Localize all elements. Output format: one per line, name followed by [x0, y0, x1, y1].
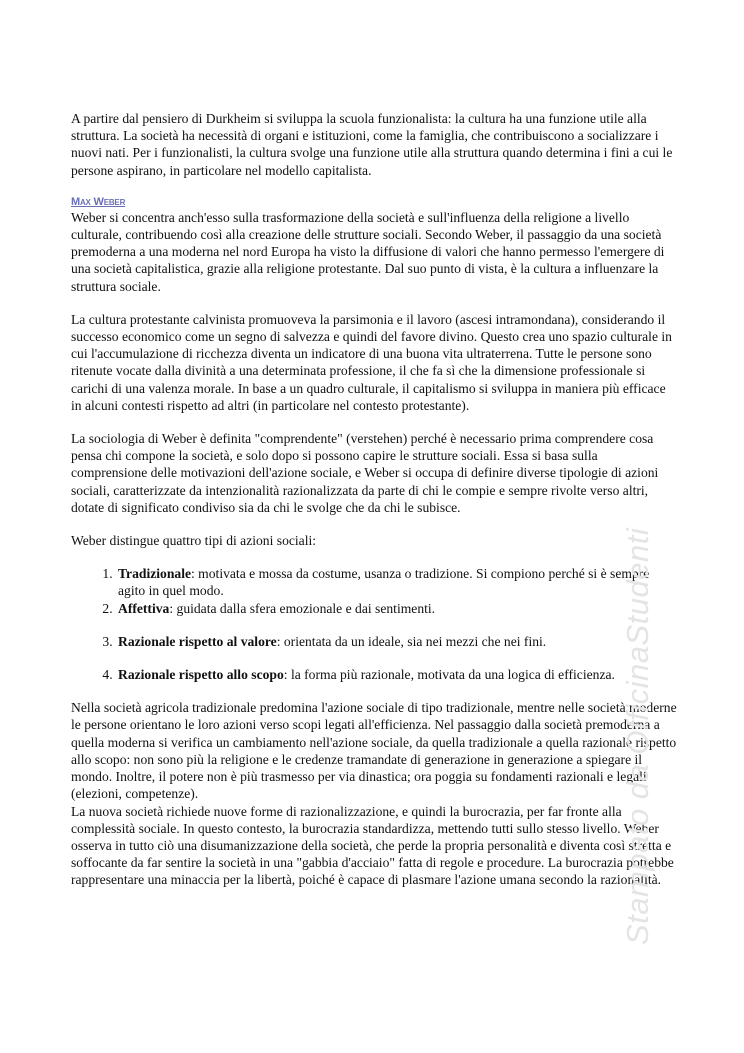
- list-item-text: : la forma più razionale, motivata da una logica di efficienza.: [283, 667, 615, 683]
- paragraph-weber-2: La cultura protestante calvinista promuoveva la parsimonia e il lavoro (ascesi intramondana), considerando il successo economico come un segno di salvezza e quindi del favore divino. Questo crea uno spazio culturale in cui l'accumulazione di ricchezza diventa un indicatore di una buona vita ultraterrena. Tutte le persone sono ritenute vocate dalla divinità a una determinata professione, il che fa sì che la dimensione professionale si carichi di una valenza morale. In base a un quadro culturale, il capitalismo si sviluppa in maniera più efficace in alcuni contesti rispetto ad altri (in particolare nel contesto protestante).: [71, 311, 672, 413]
- list-item-term: Tradizionale: [118, 566, 191, 582]
- list-item-text: : orientata da un ideale, sia nei mezzi che nei fini.: [276, 633, 547, 649]
- list-item: [116, 565, 677, 599]
- paragraph-weber-4: Nella società agricola tradizionale predomina l'azione sociale di tipo tradizionale, mentre nelle società moderne le persone orientano le loro azioni verso scopi legati all'efficienza. Nel passaggio dalla società premoderna a quella moderna si verifica un cambiamento nell'azione sociale, da quella tradizionale a quella razionale rispetto allo scopo: non sono più la religione e le credenze tramandate di generazione in generazione a spiegare il mondo. Inoltre, il potere non è più trasmesso per via dinastica; ora poggia su fondamenti razionali e legali (elezioni, competenze).: [71, 700, 677, 802]
- paragraph-weber-3: La sociologia di Weber è definita "comprendente" (verstehen) perché è necessario prima comprendere cosa pensa chi compone la società, e solo dopo si possono capire le strutture sociali. Essa si basa sulla comprensione delle motivazioni dell'azione sociale, e Weber si occupa di definire diverse tipologie di azioni sociali, caratterizzate da intenzionalità razionalizzata da parte di chi le compie e sempre rivolte verso altri, dotate di significato condiviso sia da chi le svolge che da chi le subisce.: [71, 431, 659, 515]
- list-item-text: : guidata dalla sfera emozionale e dai sentimenti.: [169, 600, 436, 616]
- paragraph-weber-5: La nuova società richiede nuove forme di razionalizzazione, e quindi la burocrazia, per far fronte alla complessità sociale. In questo contesto, la burocrazia standardizza, mettendo tutti sullo stesso livello. Weber osserva in tutto ciò una disumanizzazione della società, che perde la propria personalità e diventa così stretta e soffocante da far sentire la società in una "gabbia d'acciaio" fatta di regole e procedure. La burocrazia potrebbe rappresentare una minaccia per la libertà, poiché è capace di plasmare l'azione umana secondo la razionalità.: [71, 803, 674, 888]
- section-heading-max-weber: Max Weber: [71, 195, 126, 208]
- list-item-term: Razionale rispetto allo scopo: [118, 667, 284, 683]
- paragraph-intro: A partire dal pensiero di Durkheim si sviluppa la scuola funzionalista: la cultura ha una funzione utile alla struttura. La società ha necessità di organi e istituzioni, come la famiglia, che contribuiscono a socializzare i nuovi nati. Per i funzionalisti, la cultura svolge una funzione utile alla struttura quando determina i fini a cui le persone aspirano, in particolare nel modello capitalista.: [71, 111, 673, 178]
- actions-list: [71, 565, 677, 683]
- list-item: [116, 666, 677, 683]
- document-page: [71, 110, 677, 905]
- list-item: [116, 600, 677, 617]
- list-item-term: Razionale rispetto al valore: [118, 633, 277, 649]
- list-item-text: : motivata e mossa da costume, usanza o tradizione. Si compiono perché si è sempre agito in quel modo.: [118, 566, 650, 599]
- list-item-term: Affettiva: [118, 600, 170, 616]
- list-item: [116, 633, 677, 650]
- watermark: Stampato da OfficinaStudenti: [620, 527, 655, 945]
- paragraph-weber-1: Weber si concentra anch'esso sulla trasformazione della società e sull'influenza della religione a livello culturale, contribuendo così alla creazione delle strutture sociali. Secondo Weber, il passaggio da una società premoderna a una moderna nel nord Europa ha visto la diffusione di valori che hanno permesso l'emergere di una società capitalistica, grazie alla religione protestante. Dal suo punto di vista, è la cultura a influenzare la struttura sociale.: [71, 209, 665, 294]
- paragraph-list-intro: Weber distingue quattro tipi di azioni sociali:: [71, 533, 317, 549]
